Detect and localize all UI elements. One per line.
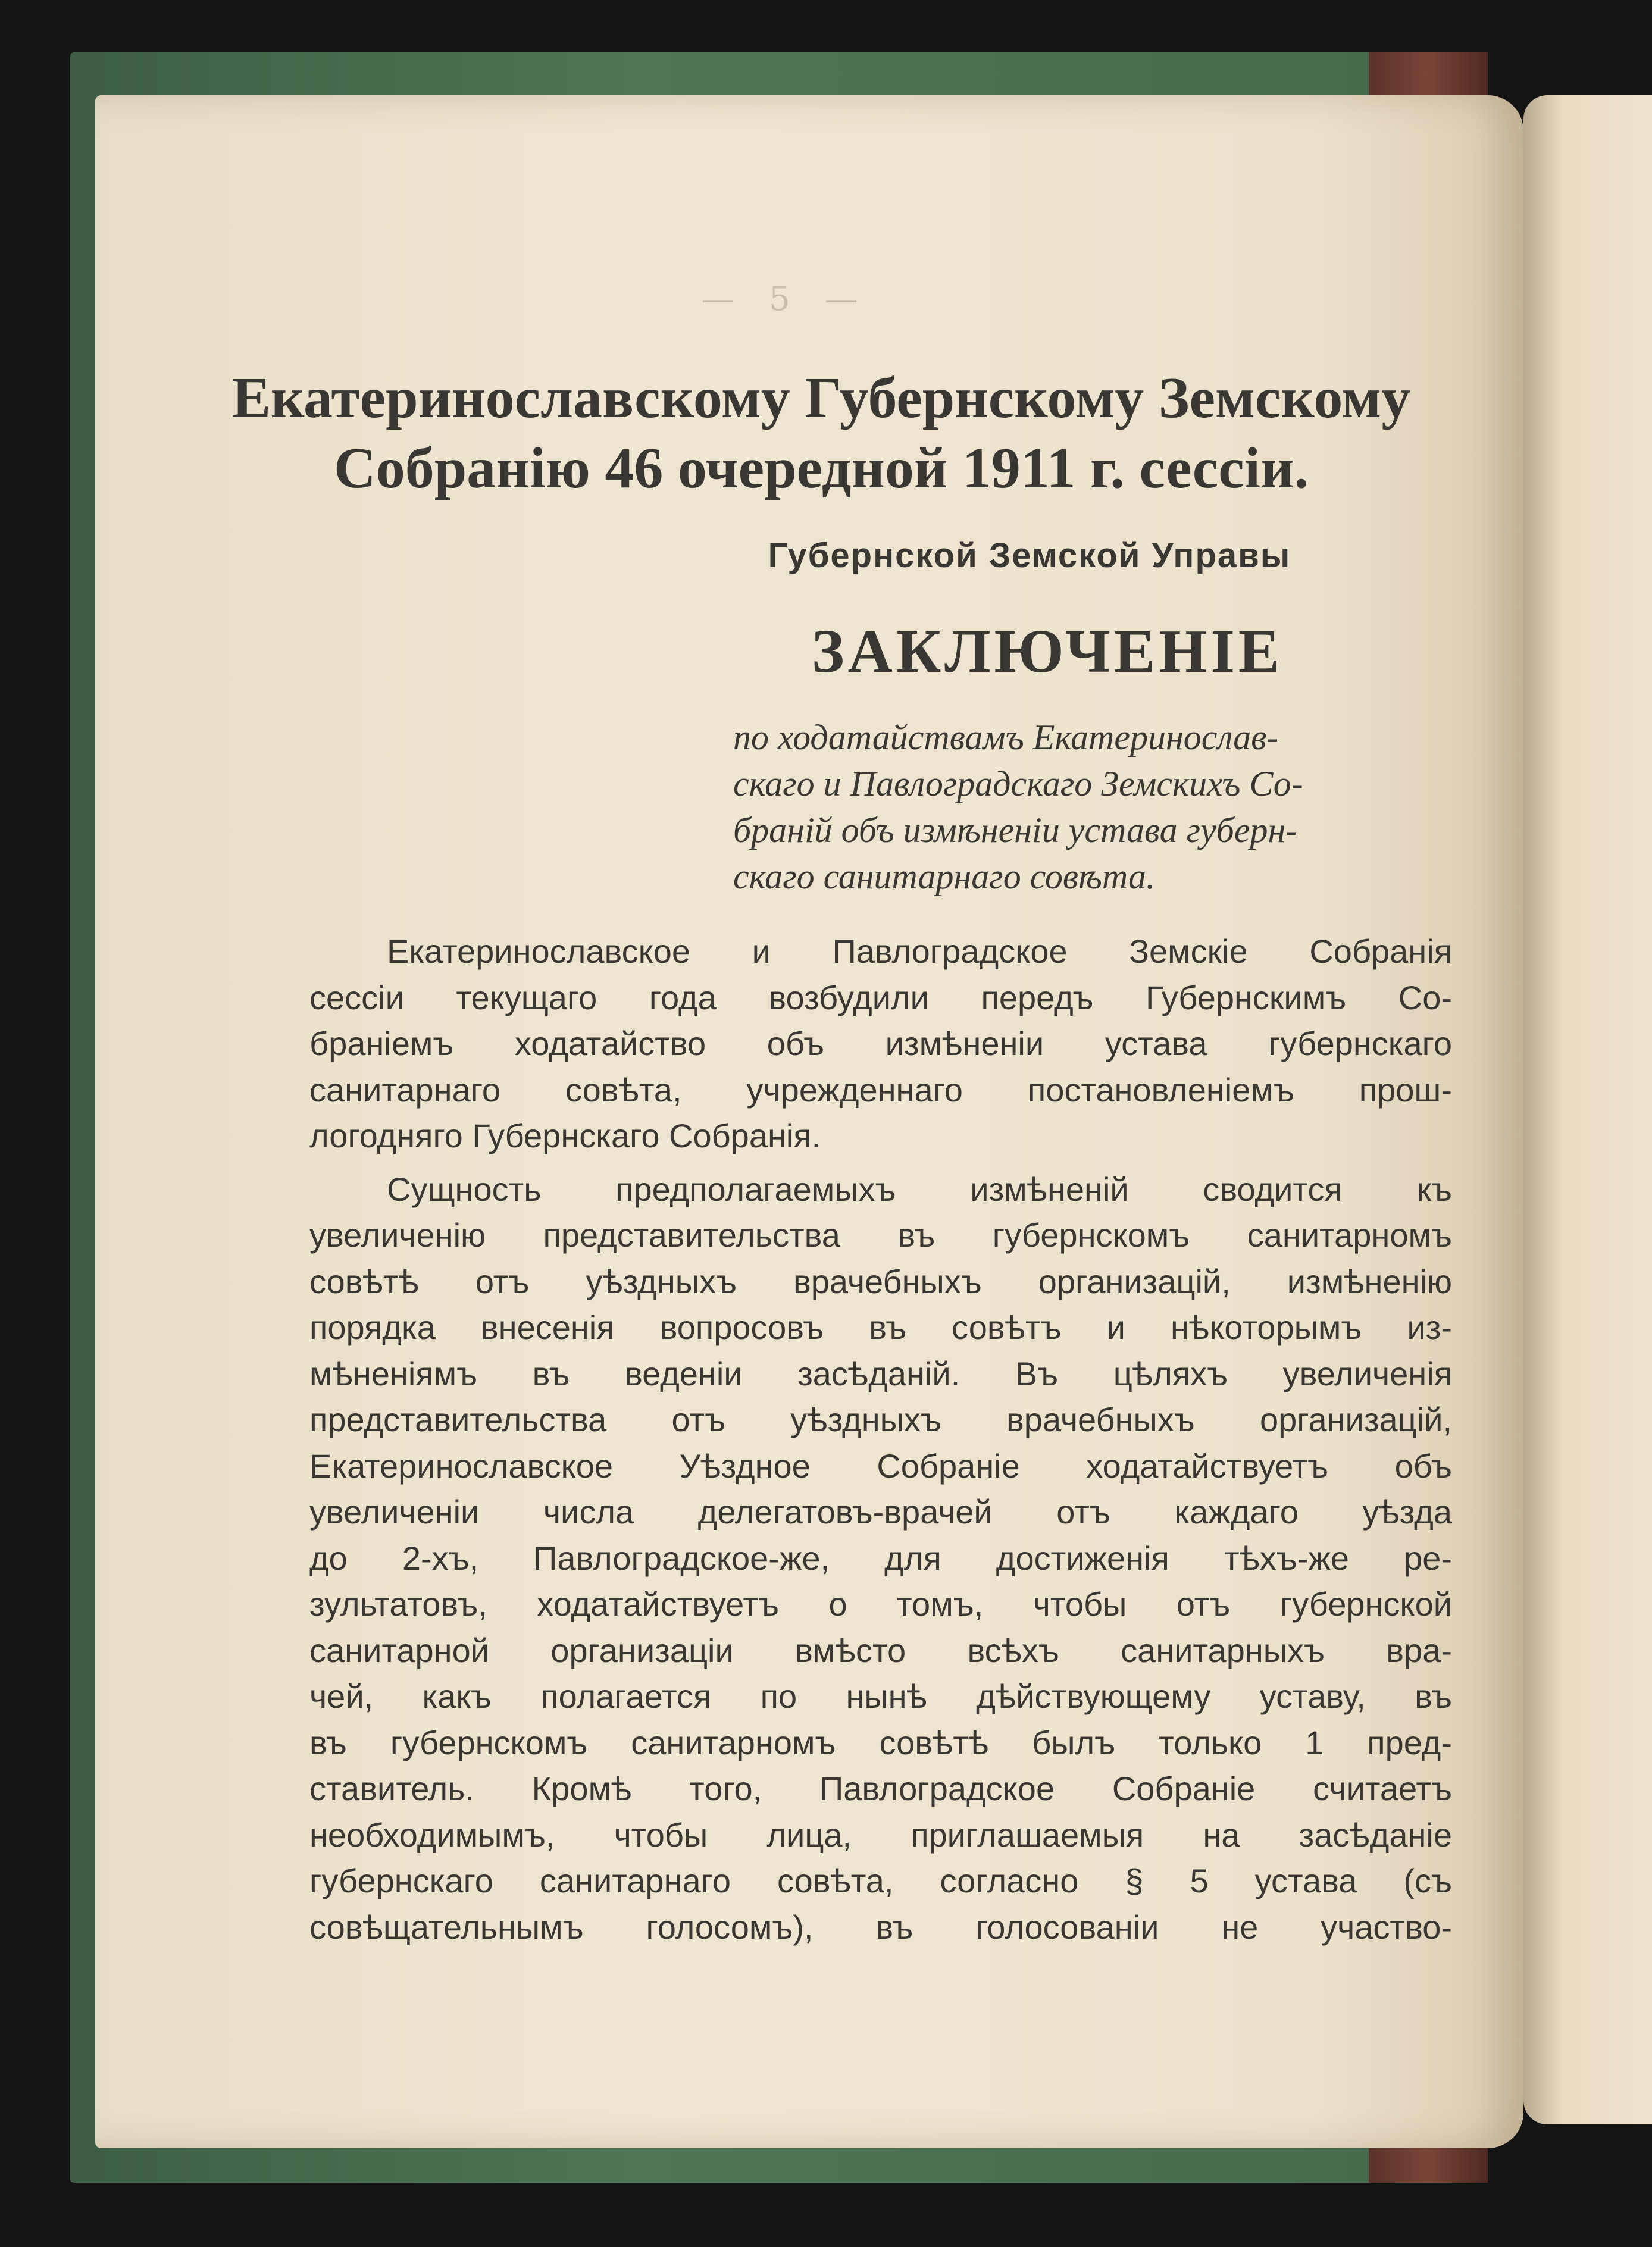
title-line: Собранію 46 очередной 1911 г. сессіи. <box>334 436 1309 500</box>
text-line: представительства отъ уѣздныхъ врачебныхъ организацій, <box>309 1401 1452 1438</box>
text-line: ставитель. Кромѣ того, Павлоградское Собраніе считаетъ <box>309 1770 1452 1807</box>
issuing-authority: Губернской Земской Управы <box>768 536 1291 575</box>
section-heading: ЗАКЛЮЧЕНІЕ <box>811 617 1284 686</box>
subtitle-line: скаго и Павлоградскаго Земскихъ Со- <box>733 764 1303 803</box>
next-page-edge <box>1523 95 1652 2124</box>
document-title <box>196 363 1446 503</box>
paragraph <box>309 928 1452 1159</box>
text-line: увеличенію представительства въ губернскомъ санитарномъ <box>309 1216 1452 1254</box>
text-line: увеличеніи числа делегатовъ-врачей отъ каждаго уѣзда <box>309 1493 1452 1531</box>
text-line: Екатеринославское и Павлоградское Земскіе Собранія <box>387 932 1452 970</box>
title-line: Екатеринославскому Губернскому Земскому <box>231 366 1411 430</box>
text-line: чей, какъ полагается по нынѣ дѣйствующему уставу, въ <box>309 1678 1452 1715</box>
text-line: санитарнаго совѣта, учрежденнаго постановленіемъ прош- <box>309 1071 1452 1109</box>
text-line: Сущность предполагаемыхъ измѣненій сводится къ <box>387 1170 1452 1208</box>
subtitle-line: скаго санитарнаго совѣта. <box>733 857 1155 896</box>
text-line: браніемъ ходатайство объ измѣненіи устава губернскаго <box>309 1025 1452 1062</box>
text-line: губернскаго санитарнаго совѣта, согласно § 5 устава (съ <box>309 1862 1452 1899</box>
subtitle-line: браній объ измѣненіи устава губерн- <box>733 810 1298 850</box>
heading-subtitle <box>733 714 1447 900</box>
text-line: мѣненіямъ въ веденіи засѣданій. Въ цѣляхъ увеличенія <box>309 1354 1452 1392</box>
text-line: сессіи текущаго года возбудили передъ Губернскимъ Со- <box>309 978 1452 1016</box>
text-line: необходимымъ, чтобы лица, приглашаемыя на засѣданіе <box>309 1816 1452 1854</box>
subtitle-line: по ходатайствамъ Екатеринослав- <box>733 718 1279 757</box>
text-line: въ губернскомъ санитарномъ совѣтѣ былъ только 1 пред- <box>309 1723 1452 1761</box>
paragraph <box>309 1166 1452 1951</box>
text-line: совѣщательнымъ голосомъ), въ голосованіи не участво- <box>309 1908 1452 1946</box>
text-line: санитарной организаціи вмѣсто всѣхъ санитарныхъ вра- <box>309 1631 1452 1669</box>
text-line: порядка внесенія вопросовъ въ совѣтъ и нѣкоторымъ из- <box>309 1309 1452 1346</box>
text-line: зультатовъ, ходатайствуетъ о томъ, чтобы отъ губернской <box>309 1585 1452 1623</box>
text-line: до 2-хъ, Павлоградское-же, для достиженія тѣхъ-же ре- <box>309 1539 1452 1577</box>
page-number: — 5 — <box>701 280 870 318</box>
text-line: Екатеринославское Уѣздное Собраніе ходатайствуетъ объ <box>309 1447 1452 1485</box>
text-line: совѣтѣ отъ уѣздныхъ врачебныхъ организацій, измѣненію <box>309 1262 1452 1300</box>
document-body <box>309 928 1452 1950</box>
text-line: логодняго Губернскаго Собранія. <box>309 1117 821 1154</box>
